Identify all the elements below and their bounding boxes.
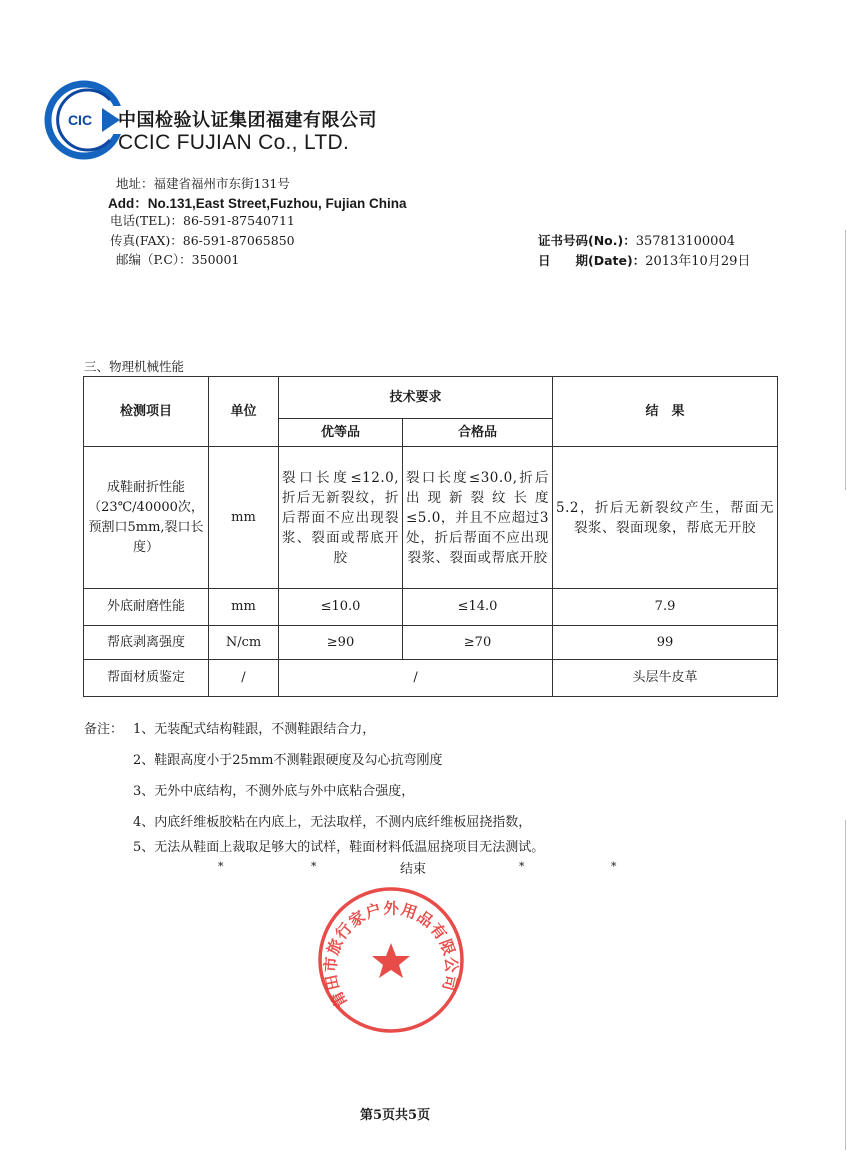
postcode: 邮编（P.C）：350001 (116, 252, 240, 267)
cell-superior: ≥90 (279, 626, 403, 660)
test-results-table (83, 376, 778, 697)
cell-item: 成鞋耐折性能（23℃/40000次，预割口5mm,裂口长度） (84, 447, 209, 589)
header-qualified-grade: 合格品 (403, 419, 553, 447)
ccic-logo (44, 80, 124, 160)
seal-text: 莆田市旅行家户外用品有限公司 (321, 899, 461, 1011)
header-superior-grade: 优等品 (279, 419, 403, 447)
cell-requirement: / (279, 660, 553, 697)
company-name-en: CCIC FUJIAN Co., LTD. (118, 131, 350, 154)
remark-item: 1、无装配式结构鞋跟，不测鞋跟结合力， (133, 722, 376, 737)
seal-star-icon (372, 943, 410, 978)
cell-unit: mm (209, 447, 279, 589)
cell-superior: 裂口长度≤12.0,折后无新裂纹，折后帮面不应出现裂浆、裂面或帮底开胶 (279, 447, 403, 589)
cell-unit: N/cm (209, 626, 279, 660)
remark-item: 4、内底纤维板胶粘在内底上，无法取样，不测内底纤维板屈挠指数， (133, 815, 532, 830)
cell-qualified: 裂口长度≤30.0,折后出现新裂纹长度≤5.0，并且不应超过3处，折后帮面不应出现裂浆、裂面或帮底开胶 (403, 447, 553, 589)
remark-item: 5、无法从鞋面上裁取足够大的试样，鞋面材料低温屈挠项目无法测试。 (133, 840, 545, 855)
certificate-date-label: 日 期(Date)： (538, 253, 646, 268)
logo-text: CIC (67, 112, 93, 128)
certificate-number-label: 证书号码(No.)： (538, 233, 636, 248)
section-heading: 三、物理机械性能 (84, 359, 185, 374)
scan-edge (845, 820, 846, 1150)
table-header-row (84, 377, 778, 419)
address-cn: 地址：福建省福州市东街131号 (116, 176, 290, 191)
fax: 传真(FAX)：86-591-87065850 (110, 233, 295, 248)
cell-item: 外底耐磨性能 (84, 589, 209, 626)
cell-result: 5.2，折后无新裂纹产生，帮面无裂浆、裂面现象，帮底无开胶 (553, 447, 778, 589)
header-item: 检测项目 (84, 377, 209, 447)
cell-superior: ≤10.0 (279, 589, 403, 626)
cell-result: 头层牛皮革 (553, 660, 778, 697)
end-star: * (311, 860, 317, 873)
telephone: 电话(TEL)：86-591-87540711 (110, 213, 295, 228)
certificate-date-value: 2013年10月29日 (645, 254, 751, 269)
end-label: 结束 (400, 862, 427, 877)
address-en: Add：No.131,East Street,Fuzhou, Fujian China (108, 196, 407, 211)
cell-item: 帮面材质鉴定 (84, 660, 209, 697)
cell-result: 7.9 (553, 589, 778, 626)
certificate-number (538, 231, 735, 249)
cell-result: 99 (553, 626, 778, 660)
cell-item: 帮底剥离强度 (84, 626, 209, 660)
remark-item: 3、无外中底结构，不测外底与外中底粘合强度， (133, 784, 415, 799)
company-name-cn: 中国检验认证集团福建有限公司 (118, 110, 377, 131)
certificate-date (538, 250, 750, 269)
cell-qualified: ≤14.0 (403, 589, 553, 626)
certificate-number-value: 357813100004 (635, 234, 735, 249)
end-star: * (218, 860, 224, 873)
table-row (84, 626, 778, 660)
cell-qualified: ≥70 (403, 626, 553, 660)
table-row (84, 447, 778, 589)
remarks-label: 备注： (84, 722, 124, 737)
table-row (84, 660, 778, 697)
cell-unit: / (209, 660, 279, 697)
table-row (84, 589, 778, 626)
end-star: * (519, 860, 525, 873)
end-star: * (611, 860, 617, 873)
header-result: 结 果 (553, 377, 778, 447)
company-seal (316, 885, 466, 1035)
header-tech-requirement: 技术要求 (279, 377, 553, 419)
page-number: 第5页共5页 (360, 1108, 431, 1123)
header-unit: 单位 (209, 377, 279, 447)
cell-unit: mm (209, 589, 279, 626)
remark-item: 2、鞋跟高度小于25mm不测鞋跟硬度及勾心抗弯刚度 (133, 753, 443, 768)
scan-edge (845, 230, 846, 490)
